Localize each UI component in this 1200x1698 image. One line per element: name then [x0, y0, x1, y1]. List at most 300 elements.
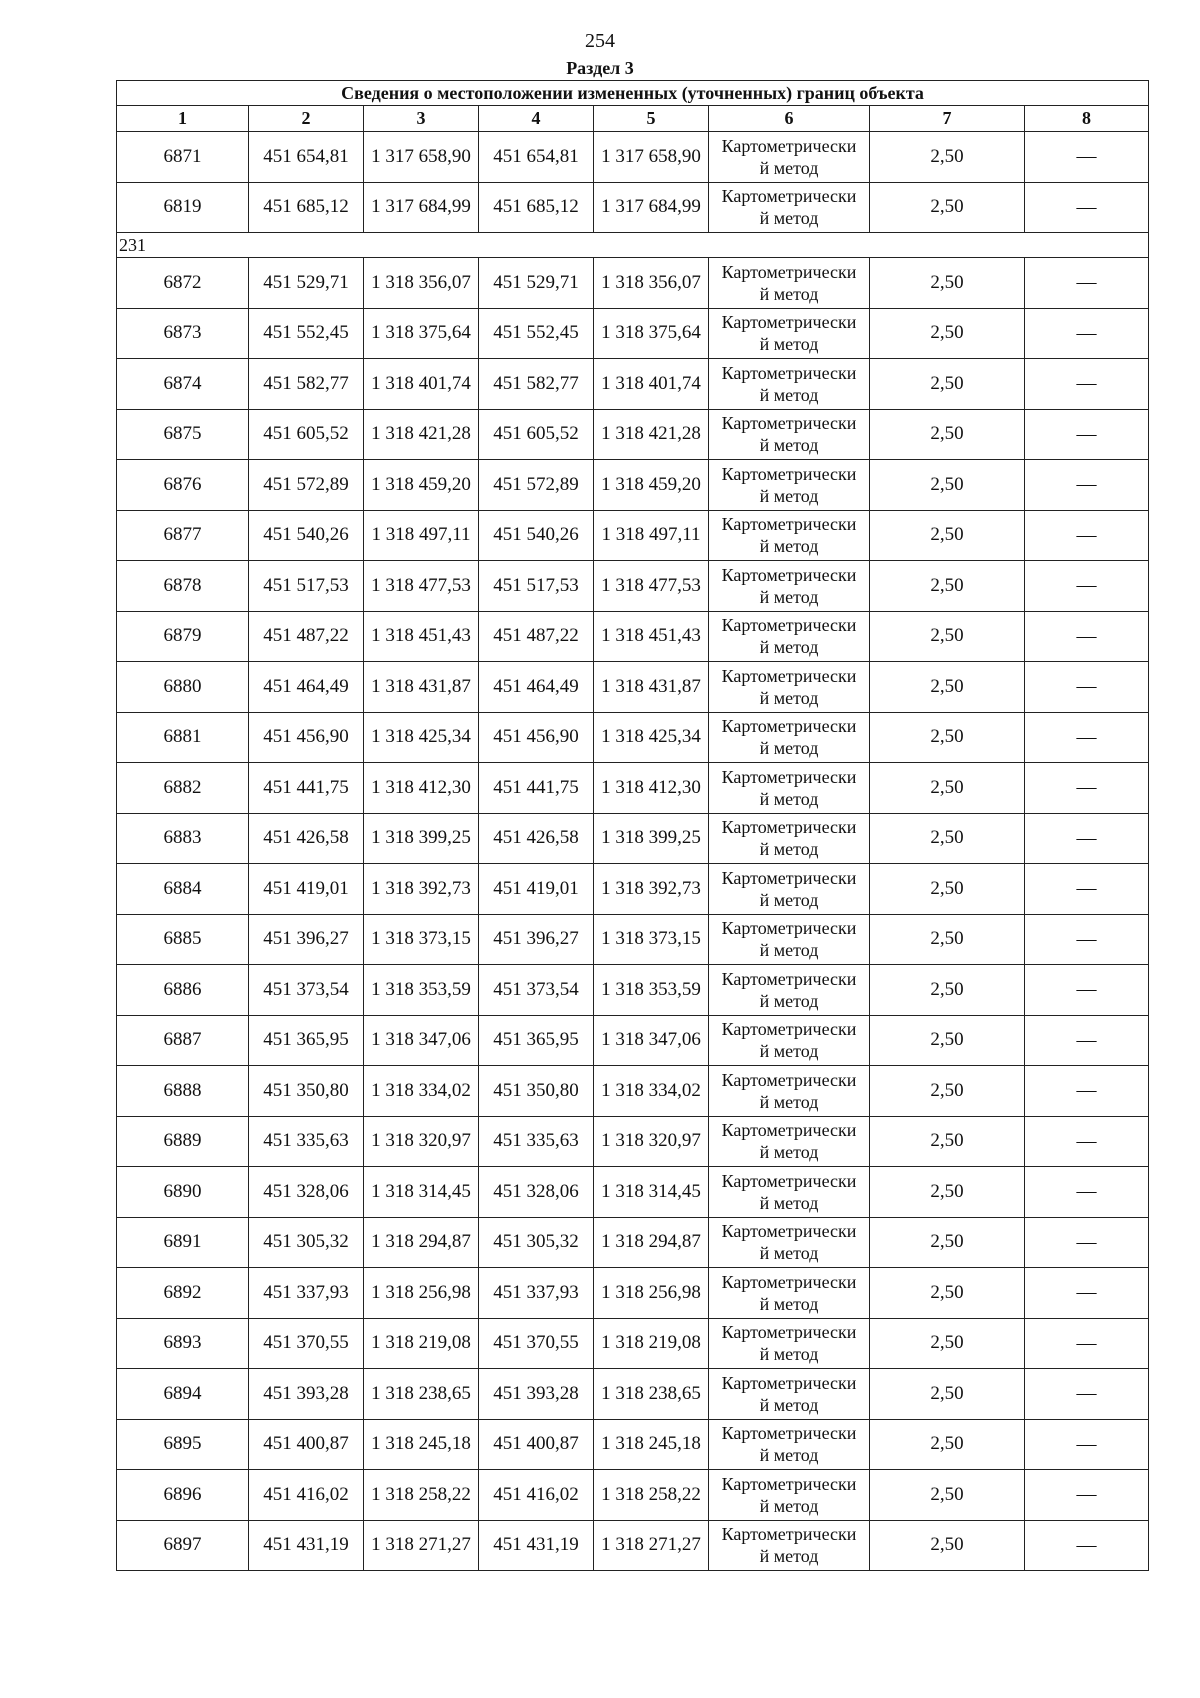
- method-text-line: Картометрически: [721, 135, 857, 156]
- description-cell: —: [1025, 1419, 1149, 1470]
- accuracy-cell: 2,50: [870, 1520, 1025, 1571]
- description-cell: —: [1025, 662, 1149, 713]
- x-coordinate-cell: 451 540,26: [479, 510, 594, 561]
- method-cell: [709, 308, 870, 359]
- method-text-line: й метод: [759, 738, 819, 759]
- method-text-line: Картометрически: [721, 615, 857, 636]
- method-text-line: Картометрически: [721, 1473, 857, 1494]
- accuracy-cell: 2,50: [870, 914, 1025, 965]
- table-body: [117, 132, 1149, 1571]
- accuracy-cell: 2,50: [870, 1015, 1025, 1066]
- y-coordinate-cell: 1 318 294,87: [364, 1217, 479, 1268]
- x-coordinate-cell: 451 400,87: [479, 1419, 594, 1470]
- y-coordinate-cell: 1 317 684,99: [594, 182, 709, 233]
- description-cell: —: [1025, 258, 1149, 309]
- x-coordinate-cell: 451 464,49: [249, 662, 364, 713]
- x-coordinate-cell: 451 335,63: [479, 1116, 594, 1167]
- x-coordinate-cell: 451 328,06: [249, 1167, 364, 1218]
- method-cell: [709, 132, 870, 183]
- table-row: [117, 1116, 1149, 1167]
- page-number: 254: [585, 30, 615, 52]
- x-coordinate-cell: 451 487,22: [249, 611, 364, 662]
- x-coordinate-cell: 451 400,87: [249, 1419, 364, 1470]
- method-cell: [709, 1369, 870, 1420]
- method-text-line: й метод: [759, 1041, 819, 1062]
- x-coordinate-cell: 451 654,81: [249, 132, 364, 183]
- point-number-cell: 6888: [117, 1066, 249, 1117]
- table-row: [117, 763, 1149, 814]
- point-number-cell: 6876: [117, 460, 249, 511]
- y-coordinate-cell: 1 318 431,87: [594, 662, 709, 713]
- point-number-cell: 6874: [117, 359, 249, 410]
- x-coordinate-cell: 451 393,28: [479, 1369, 594, 1420]
- y-coordinate-cell: 1 318 219,08: [594, 1318, 709, 1369]
- x-coordinate-cell: 451 552,45: [249, 308, 364, 359]
- method-text-line: й метод: [759, 788, 819, 809]
- y-coordinate-cell: 1 318 238,65: [594, 1369, 709, 1420]
- point-number-cell: 6884: [117, 864, 249, 915]
- x-coordinate-cell: 451 305,32: [479, 1217, 594, 1268]
- method-text-line: Картометрически: [721, 312, 857, 333]
- x-coordinate-cell: 451 370,55: [249, 1318, 364, 1369]
- x-coordinate-cell: 451 456,90: [479, 712, 594, 763]
- method-cell: [709, 1167, 870, 1218]
- point-number-cell: 6819: [117, 182, 249, 233]
- table-row: [117, 1217, 1149, 1268]
- accuracy-cell: 2,50: [870, 712, 1025, 763]
- y-coordinate-cell: 1 318 334,02: [594, 1066, 709, 1117]
- x-coordinate-cell: 451 373,54: [479, 965, 594, 1016]
- method-text-line: й метод: [759, 1495, 819, 1516]
- accuracy-cell: 2,50: [870, 965, 1025, 1016]
- method-cell: [709, 965, 870, 1016]
- y-coordinate-cell: 1 318 412,30: [364, 763, 479, 814]
- y-coordinate-cell: 1 318 271,27: [364, 1520, 479, 1571]
- method-text-line: й метод: [759, 1293, 819, 1314]
- method-text-line: й метод: [759, 889, 819, 910]
- description-cell: —: [1025, 561, 1149, 612]
- description-cell: —: [1025, 1470, 1149, 1521]
- column-number: 3: [364, 106, 479, 132]
- x-coordinate-cell: 451 441,75: [249, 763, 364, 814]
- x-coordinate-cell: 451 426,58: [479, 813, 594, 864]
- method-cell: [709, 1470, 870, 1521]
- y-coordinate-cell: 1 318 451,43: [594, 611, 709, 662]
- column-number-row: [117, 106, 1149, 132]
- method-text-line: Картометрически: [721, 1069, 857, 1090]
- x-coordinate-cell: 451 582,77: [249, 359, 364, 410]
- description-cell: —: [1025, 359, 1149, 410]
- y-coordinate-cell: 1 318 459,20: [364, 460, 479, 511]
- description-cell: —: [1025, 1116, 1149, 1167]
- method-text-line: Картометрически: [721, 1221, 857, 1242]
- boundary-coordinates-table: [116, 80, 1149, 1571]
- x-coordinate-cell: 451 464,49: [479, 662, 594, 713]
- description-cell: —: [1025, 1369, 1149, 1420]
- accuracy-cell: 2,50: [870, 258, 1025, 309]
- table-row: [117, 1318, 1149, 1369]
- x-coordinate-cell: 451 441,75: [479, 763, 594, 814]
- x-coordinate-cell: 451 456,90: [249, 712, 364, 763]
- method-text-line: й метод: [759, 940, 819, 961]
- x-coordinate-cell: 451 572,89: [479, 460, 594, 511]
- x-coordinate-cell: 451 685,12: [479, 182, 594, 233]
- accuracy-cell: 2,50: [870, 308, 1025, 359]
- y-coordinate-cell: 1 318 425,34: [364, 712, 479, 763]
- table-row: [117, 662, 1149, 713]
- x-coordinate-cell: 451 419,01: [479, 864, 594, 915]
- y-coordinate-cell: 1 318 421,28: [594, 409, 709, 460]
- method-cell: [709, 1066, 870, 1117]
- x-coordinate-cell: 451 419,01: [249, 864, 364, 915]
- point-number-cell: 6880: [117, 662, 249, 713]
- y-coordinate-cell: 1 317 658,90: [364, 132, 479, 183]
- method-text-line: й метод: [759, 435, 819, 456]
- table-row: [117, 914, 1149, 965]
- y-coordinate-cell: 1 318 320,97: [364, 1116, 479, 1167]
- method-cell: [709, 662, 870, 713]
- method-text-line: й метод: [759, 1142, 819, 1163]
- y-coordinate-cell: 1 318 421,28: [364, 409, 479, 460]
- accuracy-cell: 2,50: [870, 763, 1025, 814]
- x-coordinate-cell: 451 487,22: [479, 611, 594, 662]
- accuracy-cell: 2,50: [870, 662, 1025, 713]
- y-coordinate-cell: 1 318 373,15: [594, 914, 709, 965]
- y-coordinate-cell: 1 318 425,34: [594, 712, 709, 763]
- y-coordinate-cell: 1 318 477,53: [594, 561, 709, 612]
- accuracy-cell: 2,50: [870, 1167, 1025, 1218]
- x-coordinate-cell: 451 337,93: [249, 1268, 364, 1319]
- accuracy-cell: 2,50: [870, 1369, 1025, 1420]
- accuracy-cell: 2,50: [870, 1066, 1025, 1117]
- table-row: [117, 308, 1149, 359]
- accuracy-cell: 2,50: [870, 864, 1025, 915]
- method-cell: [709, 1520, 870, 1571]
- y-coordinate-cell: 1 318 451,43: [364, 611, 479, 662]
- x-coordinate-cell: 451 416,02: [249, 1470, 364, 1521]
- y-coordinate-cell: 1 317 684,99: [364, 182, 479, 233]
- y-coordinate-cell: 1 318 392,73: [594, 864, 709, 915]
- table-row: [117, 1520, 1149, 1571]
- table-row: [117, 409, 1149, 460]
- method-text-line: Картометрически: [721, 1019, 857, 1040]
- method-cell: [709, 258, 870, 309]
- point-number-cell: 6894: [117, 1369, 249, 1420]
- description-cell: —: [1025, 864, 1149, 915]
- description-cell: —: [1025, 409, 1149, 460]
- description-cell: —: [1025, 712, 1149, 763]
- x-coordinate-cell: 451 370,55: [479, 1318, 594, 1369]
- method-text-line: Картометрически: [721, 1372, 857, 1393]
- table-row: [117, 359, 1149, 410]
- x-coordinate-cell: 451 654,81: [479, 132, 594, 183]
- y-coordinate-cell: 1 318 238,65: [364, 1369, 479, 1420]
- method-cell: [709, 1268, 870, 1319]
- x-coordinate-cell: 451 552,45: [479, 308, 594, 359]
- section-title: Раздел 3: [566, 58, 634, 78]
- method-cell: [709, 864, 870, 915]
- description-cell: —: [1025, 914, 1149, 965]
- method-cell: [709, 1217, 870, 1268]
- description-cell: —: [1025, 763, 1149, 814]
- method-text-line: й метод: [759, 485, 819, 506]
- x-coordinate-cell: 451 337,93: [479, 1268, 594, 1319]
- y-coordinate-cell: 1 318 497,11: [594, 510, 709, 561]
- table-row: [117, 864, 1149, 915]
- method-cell: [709, 712, 870, 763]
- method-cell: [709, 409, 870, 460]
- table-row: [117, 1167, 1149, 1218]
- method-text-line: й метод: [759, 1546, 819, 1567]
- column-number: 4: [479, 106, 594, 132]
- method-cell: [709, 813, 870, 864]
- y-coordinate-cell: 1 318 258,22: [364, 1470, 479, 1521]
- y-coordinate-cell: 1 318 314,45: [364, 1167, 479, 1218]
- accuracy-cell: 2,50: [870, 1217, 1025, 1268]
- point-number-cell: 6877: [117, 510, 249, 561]
- method-cell: [709, 561, 870, 612]
- x-coordinate-cell: 451 426,58: [249, 813, 364, 864]
- table-row: [117, 1369, 1149, 1420]
- x-coordinate-cell: 451 328,06: [479, 1167, 594, 1218]
- x-coordinate-cell: 451 431,19: [249, 1520, 364, 1571]
- method-text-line: Картометрически: [721, 1524, 857, 1545]
- table-row: [117, 460, 1149, 511]
- x-coordinate-cell: 451 396,27: [249, 914, 364, 965]
- description-cell: —: [1025, 1268, 1149, 1319]
- method-text-line: Картометрически: [721, 665, 857, 686]
- point-number-cell: 6875: [117, 409, 249, 460]
- accuracy-cell: 2,50: [870, 1419, 1025, 1470]
- y-coordinate-cell: 1 318 401,74: [364, 359, 479, 410]
- column-number: 5: [594, 106, 709, 132]
- y-coordinate-cell: 1 318 219,08: [364, 1318, 479, 1369]
- x-coordinate-cell: 451 540,26: [249, 510, 364, 561]
- method-text-line: й метод: [759, 208, 819, 229]
- method-text-line: Картометрически: [721, 1170, 857, 1191]
- y-coordinate-cell: 1 318 353,59: [364, 965, 479, 1016]
- accuracy-cell: 2,50: [870, 1470, 1025, 1521]
- method-text-line: Картометрически: [721, 1322, 857, 1343]
- x-coordinate-cell: 451 529,71: [479, 258, 594, 309]
- point-number-cell: 6891: [117, 1217, 249, 1268]
- y-coordinate-cell: 1 318 431,87: [364, 662, 479, 713]
- accuracy-cell: 2,50: [870, 132, 1025, 183]
- description-cell: —: [1025, 308, 1149, 359]
- accuracy-cell: 2,50: [870, 359, 1025, 410]
- x-coordinate-cell: 451 517,53: [479, 561, 594, 612]
- point-number-cell: 6878: [117, 561, 249, 612]
- y-coordinate-cell: 1 318 392,73: [364, 864, 479, 915]
- x-coordinate-cell: 451 335,63: [249, 1116, 364, 1167]
- method-text-line: Картометрически: [721, 463, 857, 484]
- method-text-line: Картометрически: [721, 716, 857, 737]
- method-text-line: й метод: [759, 839, 819, 860]
- method-text-line: Картометрически: [721, 186, 857, 207]
- point-number-cell: 6895: [117, 1419, 249, 1470]
- description-cell: —: [1025, 1066, 1149, 1117]
- method-cell: [709, 510, 870, 561]
- x-coordinate-cell: 451 373,54: [249, 965, 364, 1016]
- description-cell: —: [1025, 813, 1149, 864]
- x-coordinate-cell: 451 393,28: [249, 1369, 364, 1420]
- table-row: [117, 1419, 1149, 1470]
- y-coordinate-cell: 1 318 459,20: [594, 460, 709, 511]
- description-cell: —: [1025, 611, 1149, 662]
- x-coordinate-cell: 451 431,19: [479, 1520, 594, 1571]
- method-text-line: Картометрически: [721, 968, 857, 989]
- method-text-line: й метод: [759, 334, 819, 355]
- table-caption: Сведения о местоположении измененных (уточненных) границ объекта: [117, 81, 1149, 106]
- method-text-line: й метод: [759, 1344, 819, 1365]
- y-coordinate-cell: 1 318 347,06: [594, 1015, 709, 1066]
- method-cell: [709, 182, 870, 233]
- method-text-line: й метод: [759, 1243, 819, 1264]
- table-row: [117, 510, 1149, 561]
- table-row: [117, 561, 1149, 612]
- accuracy-cell: 2,50: [870, 1268, 1025, 1319]
- accuracy-cell: 2,50: [870, 561, 1025, 612]
- description-cell: —: [1025, 132, 1149, 183]
- point-number-cell: 6892: [117, 1268, 249, 1319]
- method-text-line: Картометрически: [721, 1271, 857, 1292]
- method-text-line: Картометрически: [721, 564, 857, 585]
- method-text-line: й метод: [759, 586, 819, 607]
- y-coordinate-cell: 1 318 256,98: [594, 1268, 709, 1319]
- method-cell: [709, 359, 870, 410]
- accuracy-cell: 2,50: [870, 813, 1025, 864]
- y-coordinate-cell: 1 318 347,06: [364, 1015, 479, 1066]
- column-number: 7: [870, 106, 1025, 132]
- point-number-cell: 6885: [117, 914, 249, 965]
- method-text-line: Картометрически: [721, 918, 857, 939]
- description-cell: —: [1025, 1015, 1149, 1066]
- x-coordinate-cell: 451 529,71: [249, 258, 364, 309]
- table-row: [117, 182, 1149, 233]
- point-number-cell: 6896: [117, 1470, 249, 1521]
- y-coordinate-cell: 1 318 497,11: [364, 510, 479, 561]
- point-number-cell: 6887: [117, 1015, 249, 1066]
- point-number-cell: 6879: [117, 611, 249, 662]
- description-cell: —: [1025, 510, 1149, 561]
- description-cell: —: [1025, 1167, 1149, 1218]
- method-text-line: й метод: [759, 1192, 819, 1213]
- y-coordinate-cell: 1 318 375,64: [364, 308, 479, 359]
- method-text-line: й метод: [759, 384, 819, 405]
- method-text-line: Картометрически: [721, 1423, 857, 1444]
- point-number-cell: 6871: [117, 132, 249, 183]
- point-number-cell: 6897: [117, 1520, 249, 1571]
- y-coordinate-cell: 1 318 356,07: [594, 258, 709, 309]
- method-text-line: Картометрически: [721, 413, 857, 434]
- table-row: [117, 965, 1149, 1016]
- x-coordinate-cell: 451 365,95: [249, 1015, 364, 1066]
- point-number-cell: 6886: [117, 965, 249, 1016]
- description-cell: —: [1025, 460, 1149, 511]
- point-number-cell: 6872: [117, 258, 249, 309]
- table-row: [117, 1470, 1149, 1521]
- method-cell: [709, 1419, 870, 1470]
- method-text-line: Картометрически: [721, 261, 857, 282]
- y-coordinate-cell: 1 318 373,15: [364, 914, 479, 965]
- x-coordinate-cell: 451 416,02: [479, 1470, 594, 1521]
- method-text-line: й метод: [759, 687, 819, 708]
- y-coordinate-cell: 1 318 412,30: [594, 763, 709, 814]
- y-coordinate-cell: 1 318 353,59: [594, 965, 709, 1016]
- accuracy-cell: 2,50: [870, 1116, 1025, 1167]
- point-number-cell: 6881: [117, 712, 249, 763]
- column-number: 2: [249, 106, 364, 132]
- x-coordinate-cell: 451 572,89: [249, 460, 364, 511]
- y-coordinate-cell: 1 318 294,87: [594, 1217, 709, 1268]
- method-text-line: й метод: [759, 1091, 819, 1112]
- method-text-line: Картометрически: [721, 766, 857, 787]
- x-coordinate-cell: 451 605,52: [479, 409, 594, 460]
- method-text-line: й метод: [759, 536, 819, 557]
- method-cell: [709, 1318, 870, 1369]
- method-text-line: й метод: [759, 1394, 819, 1415]
- method-cell: [709, 611, 870, 662]
- accuracy-cell: 2,50: [870, 409, 1025, 460]
- y-coordinate-cell: 1 318 320,97: [594, 1116, 709, 1167]
- y-coordinate-cell: 1 318 245,18: [594, 1419, 709, 1470]
- table-row: [117, 1066, 1149, 1117]
- x-coordinate-cell: 451 350,80: [249, 1066, 364, 1117]
- y-coordinate-cell: 1 318 314,45: [594, 1167, 709, 1218]
- description-cell: —: [1025, 1318, 1149, 1369]
- table-row: [117, 258, 1149, 309]
- accuracy-cell: 2,50: [870, 182, 1025, 233]
- y-coordinate-cell: 1 318 258,22: [594, 1470, 709, 1521]
- y-coordinate-cell: 1 318 375,64: [594, 308, 709, 359]
- x-coordinate-cell: 451 605,52: [249, 409, 364, 460]
- x-coordinate-cell: 451 305,32: [249, 1217, 364, 1268]
- method-text-line: й метод: [759, 637, 819, 658]
- y-coordinate-cell: 1 318 256,98: [364, 1268, 479, 1319]
- y-coordinate-cell: 1 318 334,02: [364, 1066, 479, 1117]
- method-cell: [709, 914, 870, 965]
- accuracy-cell: 2,50: [870, 510, 1025, 561]
- table-row: [117, 132, 1149, 183]
- method-text-line: й метод: [759, 283, 819, 304]
- table-row: [117, 1015, 1149, 1066]
- group-row: [117, 233, 1149, 258]
- method-cell: [709, 1015, 870, 1066]
- column-number: 6: [709, 106, 870, 132]
- point-number-cell: 6893: [117, 1318, 249, 1369]
- method-text-line: Картометрически: [721, 514, 857, 535]
- method-cell: [709, 460, 870, 511]
- description-cell: —: [1025, 182, 1149, 233]
- accuracy-cell: 2,50: [870, 611, 1025, 662]
- x-coordinate-cell: 451 517,53: [249, 561, 364, 612]
- method-text-line: Картометрически: [721, 817, 857, 838]
- method-cell: [709, 763, 870, 814]
- y-coordinate-cell: 1 318 271,27: [594, 1520, 709, 1571]
- x-coordinate-cell: 451 582,77: [479, 359, 594, 410]
- table-row: [117, 813, 1149, 864]
- y-coordinate-cell: 1 318 399,25: [364, 813, 479, 864]
- y-coordinate-cell: 1 318 399,25: [594, 813, 709, 864]
- x-coordinate-cell: 451 365,95: [479, 1015, 594, 1066]
- method-text-line: Картометрически: [721, 867, 857, 888]
- accuracy-cell: 2,50: [870, 460, 1025, 511]
- method-text-line: Картометрически: [721, 362, 857, 383]
- point-number-cell: 6873: [117, 308, 249, 359]
- group-label: 231: [117, 233, 1149, 258]
- column-number: 1: [117, 106, 249, 132]
- point-number-cell: 6890: [117, 1167, 249, 1218]
